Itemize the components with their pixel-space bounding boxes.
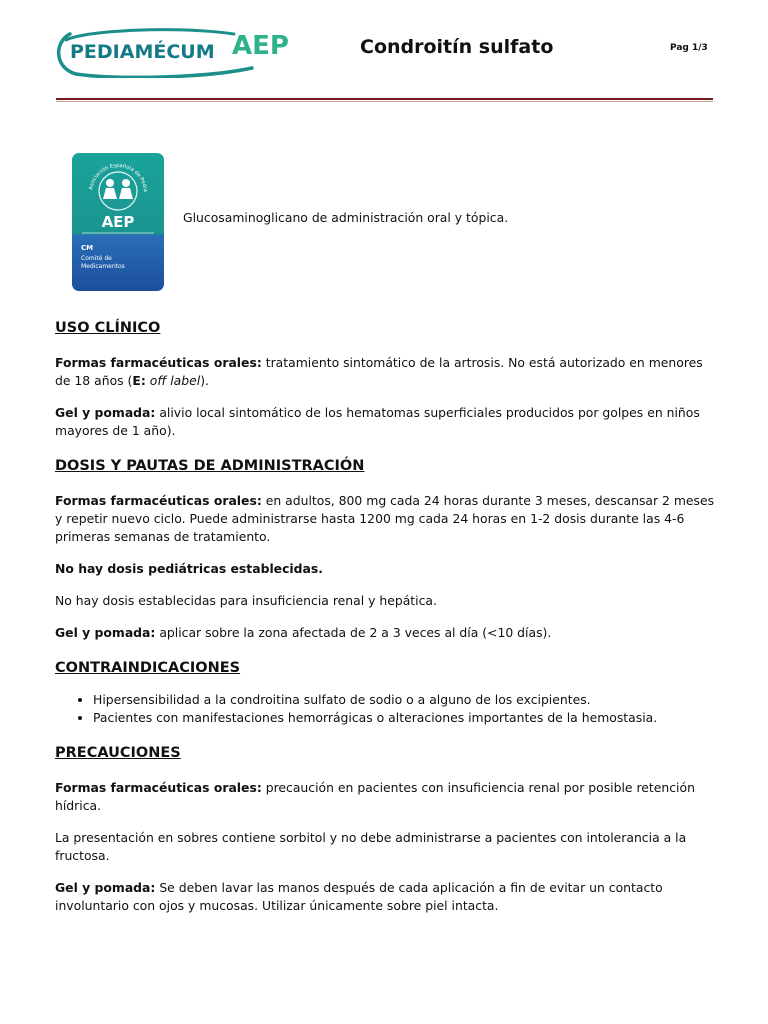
uso-gel-text: alivio local sintomático de los hematomas superficiales producidos por golpes en niños mayores de 1 año). — [55, 405, 700, 438]
uso-oral-text: tratamiento sintomático de la artrosis. No está autorizado en menores de 18 años ( — [55, 355, 703, 388]
list-item: • Hipersensibilidad a la condroitina sulfato de sodio o a alguno de los excipientes. — [93, 691, 720, 709]
aep-committee-badge — [72, 153, 164, 291]
badge-brand: AEP — [101, 213, 135, 231]
precauciones-gel-text: Se deben lavar las manos después de cada aplicación a fin de evitar un contacto involuntario con ojos y mucosas. Utilizar únicamente sobre piel intacta. — [55, 880, 663, 913]
dosis-gel-label: Gel y pomada: — [55, 625, 156, 640]
page-header — [0, 0, 768, 104]
uso-gel-label: Gel y pomada: — [55, 405, 156, 420]
header-divider-thin — [56, 101, 713, 102]
off-label-text: off label — [149, 373, 201, 388]
badge-line1: Comité de — [81, 255, 112, 262]
badge-ring-text: Asociación Española de Pedia — [88, 162, 149, 193]
precauciones-gel-paragraph — [55, 879, 720, 915]
precauciones-gel-label: Gel y pomada: — [55, 880, 156, 895]
pediamecum-logo — [56, 28, 304, 78]
dosis-oral-paragraph — [55, 492, 720, 546]
page-title: Condroitín sulfato — [360, 36, 554, 58]
dosis-oral-text: en adultos, 800 mg cada 24 horas durante 3 meses, descansar 2 meses y repetir nuevo ciclo. Puede administrarse hasta 1200 mg cada 24 horas en 1-2 dosis durante las 4-6 primeras semanas de tratamiento. — [55, 493, 715, 544]
section-title-contraindicaciones: CONTRAINDICACIONES — [55, 660, 241, 676]
uso-e-label: E: — [132, 373, 146, 388]
main-content — [55, 318, 720, 929]
section-title-dosis: DOSIS Y PAUTAS DE ADMINISTRACIÓN — [55, 458, 365, 474]
dosis-gel-text: aplicar sobre la zona afectada de 2 a 3 veces al día (<10 días). — [155, 625, 552, 640]
page-number: Pag 1/3 — [670, 43, 708, 53]
uso-oral-label: Formas farmacéuticas orales: — [55, 355, 262, 370]
logo-text-accent: AEP — [232, 31, 289, 61]
drug-description: Glucosaminoglicano de administración oral y tópica. — [183, 210, 509, 225]
badge-code: CM — [81, 244, 94, 252]
uso-oral-paragraph — [55, 354, 720, 390]
section-title-uso-clinico: USO CLÍNICO — [55, 320, 161, 336]
badge-line2: Medicamentos — [81, 263, 125, 270]
dosis-gel-paragraph — [55, 624, 720, 642]
contraindications-list — [55, 691, 720, 727]
dosis-pediatric-note — [55, 560, 720, 578]
precauciones-sorbitol-paragraph: La presentación en sobres contiene sorbitol y no debe administrarse a pacientes con intolerancia a la fructosa. — [55, 830, 687, 863]
dosis-pediatric-text: No hay dosis pediátricas establecidas. — [55, 561, 323, 576]
section-title-precauciones: PRECAUCIONES — [55, 745, 181, 761]
precauciones-oral-paragraph — [55, 779, 720, 815]
logo-text-main: PEDIAMÉCUM — [70, 41, 215, 63]
list-item: • Pacientes con manifestaciones hemorrágicas o alteraciones importantes de la hemostasia. — [93, 709, 720, 727]
header-divider — [56, 98, 713, 100]
precauciones-oral-text: precaución en pacientes con insuficiencia renal por posible retención hídrica. — [55, 780, 695, 813]
uso-gel-paragraph — [55, 404, 720, 440]
uso-oral-end: ). — [200, 373, 209, 388]
dosis-renal-note: No hay dosis establecidas para insuficiencia renal y hepática. — [55, 593, 437, 608]
precauciones-oral-label: Formas farmacéuticas orales: — [55, 780, 262, 795]
dosis-oral-label: Formas farmacéuticas orales: — [55, 493, 262, 508]
